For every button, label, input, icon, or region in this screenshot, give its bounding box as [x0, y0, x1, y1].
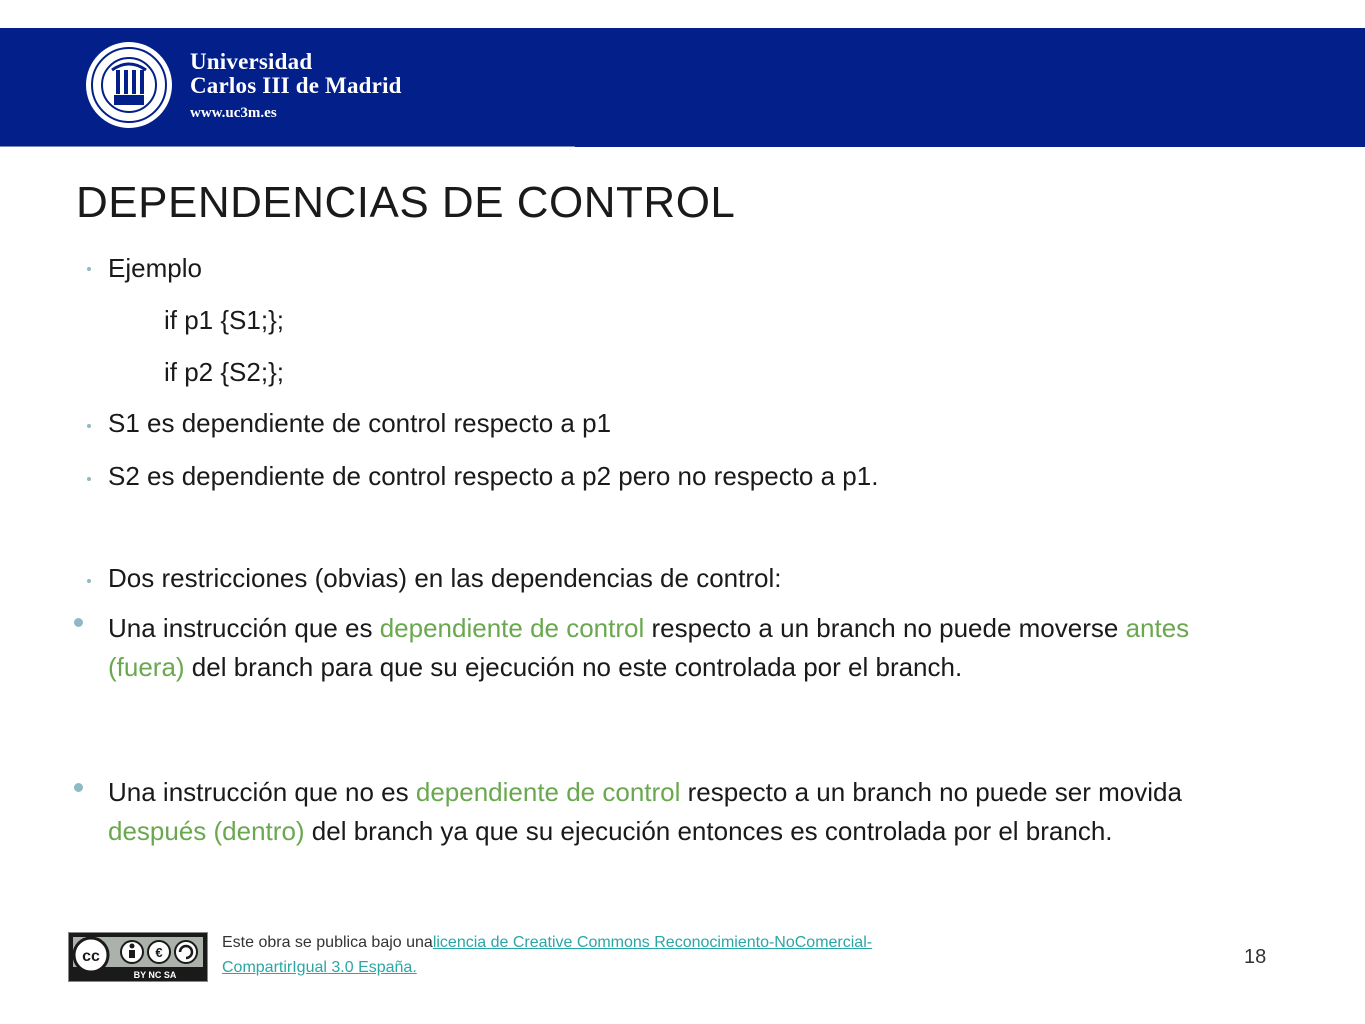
cc-badge-label: BY NC SA — [133, 970, 177, 980]
university-logo-text — [190, 50, 402, 128]
bullet-dot-large — [74, 783, 83, 792]
logo-line-name: Carlos III de Madrid — [190, 73, 402, 98]
bullet-dot — [87, 579, 91, 583]
creative-commons-badge-icon — [68, 932, 208, 982]
para1-text-2: respecto a un branch no puede moverse — [644, 613, 1126, 643]
para2-highlight-1: dependiente de control — [415, 777, 681, 807]
restriction-paragraph-1 — [108, 609, 1258, 687]
para2-highlight-2: después (dentro) — [108, 816, 305, 846]
logo-line-university: Universidad — [190, 49, 313, 74]
para2-text-2: respecto a un branch no puede ser movida — [680, 777, 1182, 807]
bullet-dot — [87, 477, 91, 481]
bullet-dot-large — [74, 618, 83, 627]
para1-text-1: Una instrucción que es — [108, 613, 380, 643]
bullet-dot — [87, 424, 91, 428]
page-title: DEPENDENCIAS DE CONTROL — [76, 178, 736, 227]
svg-text:€: € — [155, 945, 163, 960]
bullet-ejemplo: Ejemplo — [108, 253, 202, 283]
bullet-restricciones: Dos restricciones (obvias) en las dependencias de control: — [108, 563, 782, 593]
page-number: 18 — [1244, 946, 1267, 968]
license-notice — [222, 930, 922, 980]
logo-line-url: www.uc3m.es — [190, 105, 277, 121]
license-prefix: Este obra se publica bajo una — [222, 934, 433, 951]
para1-text-3: del branch para que su ejecución no este controlada por el branch. — [184, 652, 963, 682]
bullet-dot — [87, 267, 91, 271]
code-line-2: if p2 {S2;}; — [164, 357, 284, 387]
university-seal-icon — [84, 40, 174, 130]
header-divider — [0, 146, 575, 147]
para1-highlight-2: antes (fuera) — [108, 613, 1190, 682]
code-line-1: if p1 {S1;}; — [164, 305, 284, 335]
bullet-s1: S1 es dependiente de control respecto a p1 — [108, 408, 612, 438]
para2-text-3: del branch ya que su ejecución entonces es controlada por el branch. — [304, 816, 1113, 846]
license-link[interactable]: licencia de Creative Commons Reconocimiento-NoComercial-CompartirIgual 3.0 España. — [222, 934, 873, 976]
bullet-s2: S2 es dependiente de control respecto a p2 pero no respecto a p1. — [108, 461, 879, 491]
svg-text:cc: cc — [82, 948, 100, 965]
restriction-paragraph-2 — [108, 773, 1258, 851]
para2-text-1: Una instrucción que no es — [108, 777, 416, 807]
para1-highlight-1: dependiente de control — [379, 613, 645, 643]
